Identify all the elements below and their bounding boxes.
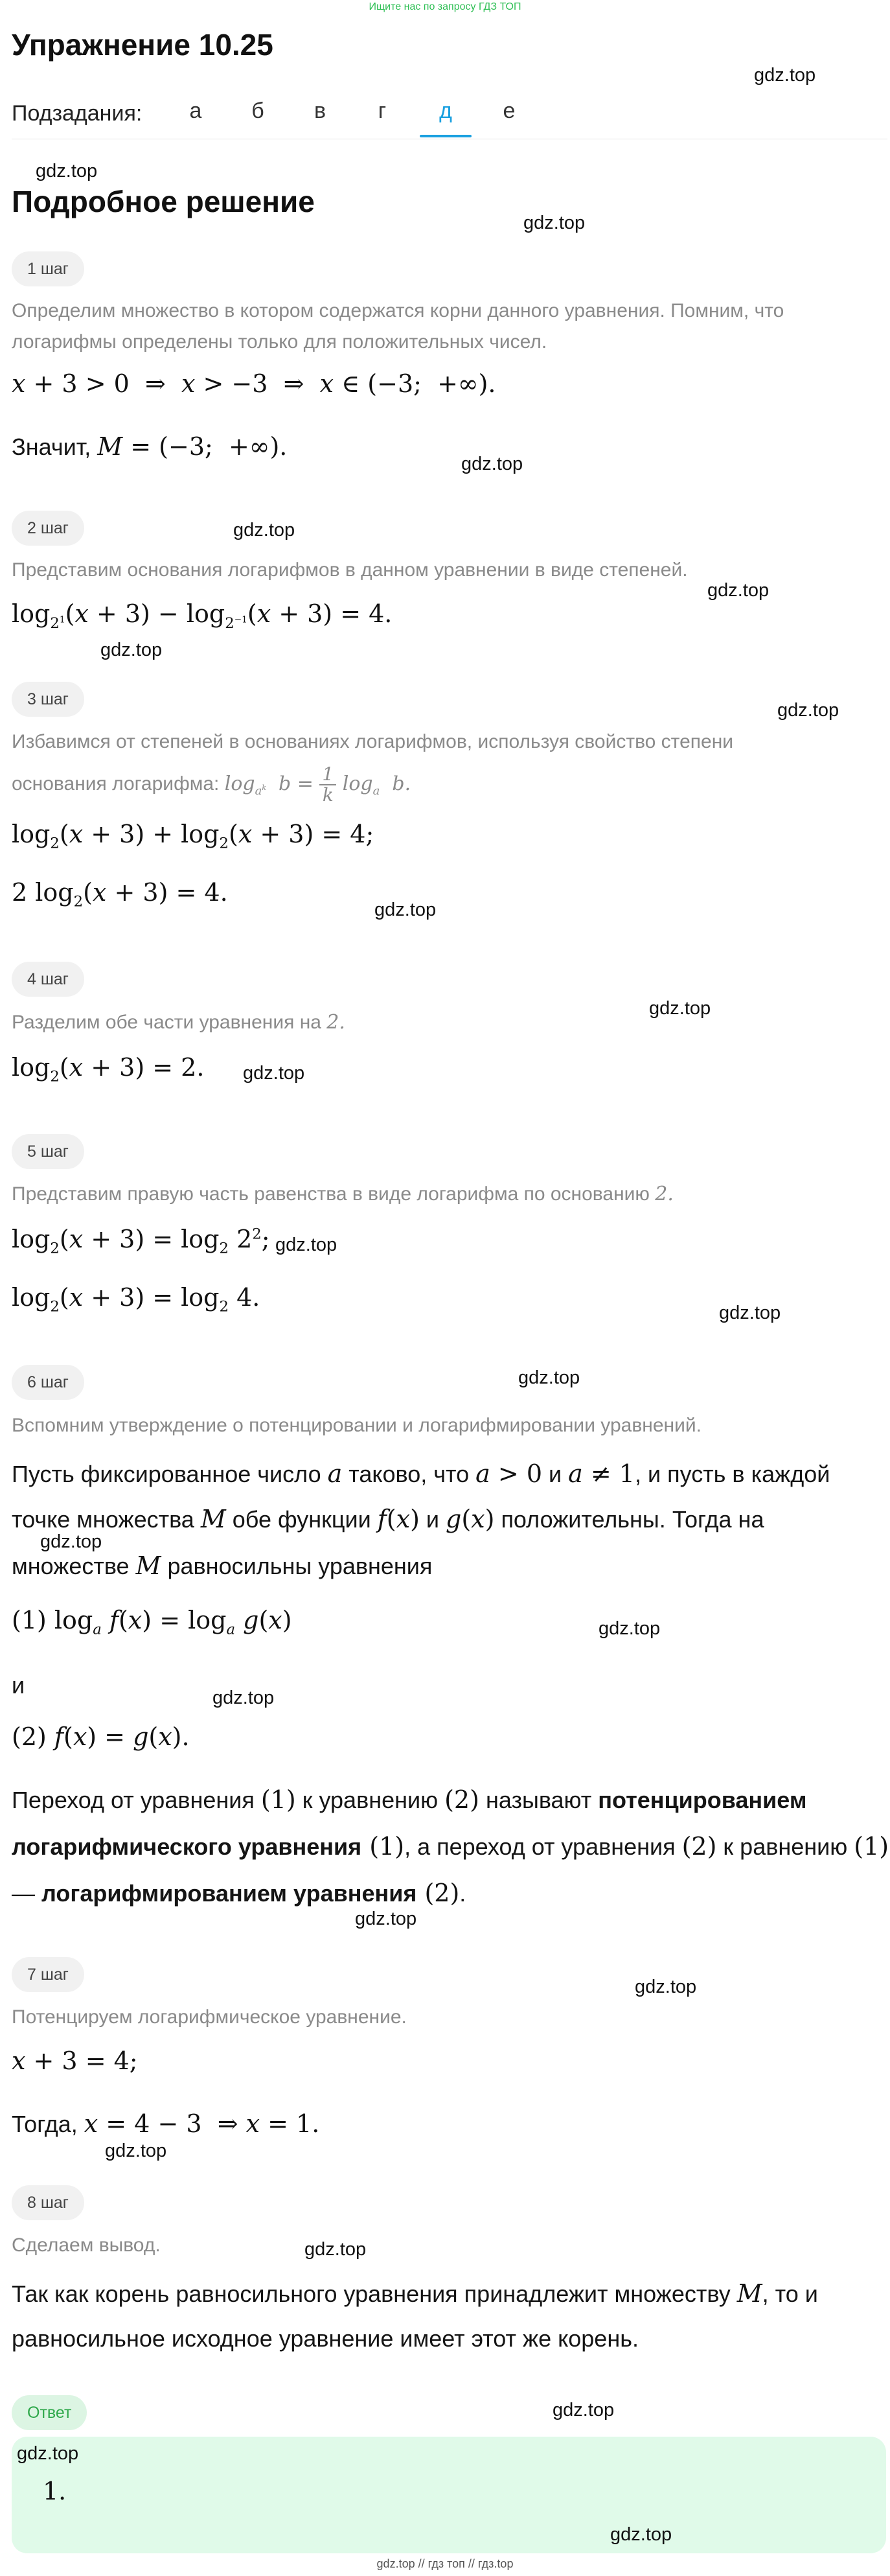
step-7-text: Потенцируем логарифмическое уравнение. [12, 2006, 407, 2028]
watermark: gdz.top [36, 161, 98, 181]
text-fragment: , то и [762, 2280, 818, 2307]
text-fragment: , а переход от уравнения [404, 1833, 682, 1860]
step-6-term-line1: Переход от уравнения (1) к уравнению (2) называют потенцированием [12, 1785, 807, 1814]
answer-badge: Ответ [12, 2395, 87, 2430]
step-7-badge: 7 шаг [12, 1957, 84, 1992]
step-3-text-line2 [12, 765, 411, 807]
step-8-text: Сделаем вывод. [12, 2234, 161, 2256]
step-5-text-prefix: Представим правую часть равенства в виде логарифма по основанию [12, 1183, 656, 1205]
tab-a[interactable]: а [189, 99, 202, 123]
watermark: gdz.top [610, 2524, 672, 2545]
active-tab-indicator [420, 135, 472, 137]
watermark: gdz.top [553, 2400, 615, 2420]
step-5-formula1: $\log_2(x + 3) = \log_2 2^2$; [12, 1225, 270, 1257]
watermark: gdz.top [243, 1063, 305, 1084]
step-2-formula: $\log_{2^1}(x + 3) - \log_{2^{-1}}(x + 3) = 4$. [12, 599, 393, 632]
text-fragment: к равнению [716, 1833, 854, 1860]
step-6-paragraph-line1: Пусть фиксированное число a таково, что a > 0 и a ≠ 1, и пусть в каждой [12, 1459, 830, 1488]
text-fragment: обе функции [225, 1506, 378, 1533]
watermark: gdz.top [523, 213, 586, 233]
footer-links[interactable]: gdz.top // гдз топ // гдз.top [376, 2557, 514, 2570]
step-7-formula: x + 3 = 4; [12, 2047, 138, 2075]
step-8-paragraph-line2: равносильное исходное уравнение имеет этот же корень. [12, 2325, 639, 2352]
step-1-conclusion [12, 428, 287, 466]
step-1-badge: 1 шаг [12, 251, 84, 286]
watermark: gdz.top [374, 899, 437, 920]
tab-d[interactable] [420, 99, 472, 137]
step-4-formula: $\log_2(x + 3) = 2$. [12, 1053, 205, 1085]
tab-b[interactable]: б [251, 99, 264, 123]
term-logarithmation: логарифмированием уравнения [41, 1880, 417, 1907]
text-fragment: к уравнению [295, 1787, 445, 1813]
watermark: gdz.top [275, 1235, 337, 1255]
text-fragment: Переход от уравнения [12, 1787, 261, 1813]
step-6-text: Вспомним утверждение о потенцировании и логарифмировании уравнений. [12, 1415, 702, 1436]
step-3-formula2: 2 $\log_2(x + 3) = 4$. [12, 878, 228, 911]
top-banner[interactable]: Ищите нас по запросу ГДЗ ТОП [369, 1, 521, 12]
answer-box [12, 2437, 886, 2553]
watermark: gdz.top [212, 1688, 275, 1708]
watermark: gdz.top [777, 700, 839, 721]
step-6-term-line3: — логарифмированием уравнения (2). [12, 1879, 466, 1907]
step-1-conclusion-prefix: Значит, [12, 434, 98, 460]
term-log-equation: логарифмического уравнения [12, 1833, 362, 1860]
tab-e[interactable]: е [503, 99, 516, 123]
step-3-text-line2-prefix: основания логарифма: [12, 773, 225, 795]
step-4-badge: 4 шаг [12, 962, 84, 997]
watermark: gdz.top [649, 998, 711, 1019]
step-1-text-line1: Определим множество в котором содержатся корни данного уравнения. Помним, что [12, 300, 784, 321]
watermark: gdz.top [355, 1909, 417, 1929]
text-fragment: . [459, 1880, 466, 1907]
answer-value: 1. [43, 2477, 67, 2505]
watermark: gdz.top [599, 1618, 661, 1639]
step-6-paragraph-line3: множестве M равносильны уравнения [12, 1551, 433, 1580]
watermark: gdz.top [17, 2443, 79, 2464]
step-6-term-line2: логарифмического уравнения (1), а переход от уравнения (2) к равнению (1) [12, 1832, 889, 1861]
watermark: gdz.top [707, 580, 770, 601]
text-fragment: таково, что [342, 1461, 476, 1487]
watermark: gdz.top [105, 2141, 167, 2161]
text-fragment: положительны. Тогда на [494, 1506, 764, 1533]
step-3-text-line1: Избавимся от степеней в основаниях логарифмов, используя свойство степени [12, 731, 734, 752]
step-5-badge: 5 шаг [12, 1134, 84, 1169]
page-title: Упражнение 10.25 [12, 28, 273, 62]
text-fragment: Пусть фиксированное число [12, 1461, 328, 1487]
step-6-equation-2: (2) f(x) = g(x). [12, 1723, 190, 1751]
section-title: Подробное решение [12, 185, 315, 218]
text-fragment: множестве [12, 1553, 136, 1579]
tab-v[interactable]: в [314, 99, 326, 123]
step-6-equation-1: (1) $\log_a f(x) = \log_a g(x)$ [12, 1606, 292, 1638]
tab-g[interactable]: г [378, 99, 387, 123]
watermark: gdz.top [518, 1367, 580, 1388]
step-7-conclusion: Тогда, x = 4 − 3 ⇒ x = 1. [12, 2109, 320, 2138]
watermark: gdz.top [40, 1531, 102, 1552]
term-potentiation: потенцированием [598, 1787, 807, 1813]
step-1-formula: x + 3 > 0 ⇒ x > −3 ⇒ x ∈ (−3; +∞). [12, 369, 496, 398]
step-6-and: и [12, 1672, 25, 1699]
step-8-badge: 8 шаг [12, 2185, 84, 2220]
step-3-formula1: $\log_2(x + 3) + \log_2(x + 3) = 4$; [12, 820, 374, 852]
step-5-text [12, 1178, 674, 1211]
step-4-text [12, 1006, 345, 1039]
watermark: gdz.top [754, 65, 816, 86]
step-5-text-number: 2. [655, 1183, 674, 1205]
step-5-formula2: $\log_2(x + 3) = \log_2 4$. [12, 1283, 260, 1316]
watermark: gdz.top [233, 520, 295, 540]
step-3-badge: 3 шаг [12, 682, 84, 717]
watermark: gdz.top [719, 1303, 781, 1323]
text-fragment: , и пусть в каждой [634, 1461, 830, 1487]
step-1-conclusion-math: M = (−3; +∞). [97, 432, 288, 461]
step-7-conclusion-prefix: Тогда, [12, 2111, 84, 2137]
text-fragment: — [12, 1880, 42, 1907]
watermark: gdz.top [461, 454, 523, 474]
step-1-text-line2: логарифмы определены только для положительных чисел. [12, 331, 547, 353]
tab-d-label: д [439, 99, 452, 123]
step-3-property-formula: $\log_{a^k} b$ = $\frac{1}{k}$ $\log_a b$. [224, 763, 411, 806]
step-2-badge: 2 шаг [12, 511, 84, 546]
step-2-text: Представим основания логарифмов в данном уравнении в виде степеней. [12, 559, 688, 581]
step-4-text-prefix: Разделим обе части уравнения на [12, 1012, 327, 1033]
text-fragment: и [542, 1461, 569, 1487]
text-fragment: и [419, 1506, 446, 1533]
subtasks-label: Подзадания: [12, 101, 143, 126]
watermark: gdz.top [304, 2239, 367, 2260]
text-fragment: называют [479, 1787, 599, 1813]
text-fragment: равносильны уравнения [161, 1553, 433, 1579]
text-fragment: точке множества [12, 1506, 201, 1533]
step-6-paragraph-line2: точке множества M обе функции f(x) и g(x) положительны. Тогда на [12, 1505, 764, 1533]
watermark: gdz.top [100, 640, 163, 660]
step-8-paragraph-line1: Так как корень равносильного уравнения принадлежит множеству M, то и [12, 2279, 818, 2308]
step-6-badge: 6 шаг [12, 1365, 84, 1400]
text-fragment: Так как корень равносильного уравнения принадлежит множеству [12, 2280, 737, 2307]
watermark: gdz.top [635, 1977, 697, 1997]
step-4-text-number: 2. [326, 1011, 345, 1034]
